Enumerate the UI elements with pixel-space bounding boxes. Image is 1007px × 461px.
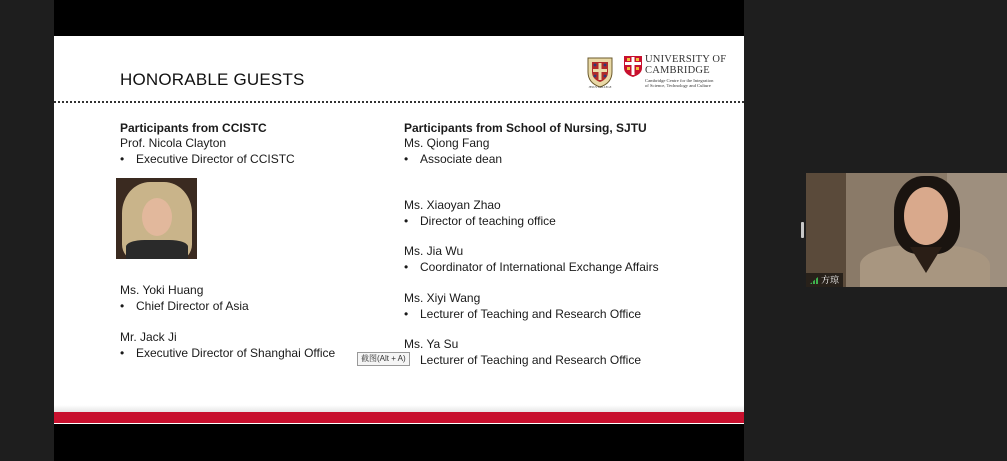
video-nameplate: [806, 273, 843, 287]
participant-role: • Lecturer of Teaching and Research Office: [404, 352, 641, 368]
participant-video-tile[interactable]: [806, 173, 1007, 287]
participant-role: • Coordinator of International Exchange Affairs: [404, 259, 659, 275]
participant-name: Ms. Ya Su: [404, 337, 459, 351]
title-divider: [54, 101, 744, 103]
participant-role: • Lecturer of Teaching and Research Office: [404, 306, 641, 322]
screenshot-tooltip: 截图(Alt + A): [357, 352, 410, 366]
participant-name: Mr. Jack Ji: [120, 330, 177, 344]
participant-name: Ms. Xiyi Wang: [404, 291, 481, 305]
cambridge-logo-subtitle: Cambridge Centre for the Integration of Science, Technology and Culture: [645, 78, 714, 88]
participant-display-name: 方琼: [821, 275, 840, 285]
participant-entry: [120, 283, 249, 314]
signal-strength-icon: [810, 277, 818, 284]
section-heading: Participants from CCISTC: [120, 121, 267, 135]
participant-role: • Executive Director of Shanghai Office: [120, 345, 335, 361]
participant-entry: [404, 337, 641, 368]
participant-role: • Chief Director of Asia: [120, 298, 249, 314]
cambridge-logo-title: UNIVERSITY OF CAMBRIDGE: [645, 54, 727, 76]
participant-name: Ms. Yoki Huang: [120, 283, 204, 297]
participant-role: • Associate dean: [404, 151, 647, 167]
cambridge-shield-icon: [624, 56, 642, 77]
participant-role: • Executive Director of CCISTC: [120, 151, 295, 167]
sjtu-section: [404, 121, 647, 167]
footer-accent-bar: [54, 412, 744, 423]
presentation-slide: [54, 36, 744, 424]
participant-name: Prof. Nicola Clayton: [120, 136, 227, 150]
participant-role: • Director of teaching office: [404, 213, 556, 229]
footer-shadow: [54, 405, 744, 412]
slide-title: HONORABLE GUESTS: [120, 70, 305, 89]
participant-name: Ms. Jia Wu: [404, 244, 464, 258]
jesus-college-crest-icon: [584, 54, 616, 88]
participant-entry: [120, 330, 335, 361]
participant-entry: [404, 244, 659, 275]
ccistc-section: [120, 121, 295, 167]
participant-name: Ms. Xiaoyan Zhao: [404, 198, 501, 212]
college-caption: JESUS COLLEGE: [588, 85, 612, 89]
gallery-collapse-handle[interactable]: [801, 222, 804, 238]
section-heading: Participants from School of Nursing, SJTU: [404, 121, 647, 135]
participant-photo: [116, 178, 197, 259]
participant-entry: [404, 291, 641, 322]
participant-entry: [404, 198, 556, 229]
participant-name: Ms. Qiong Fang: [404, 136, 490, 150]
